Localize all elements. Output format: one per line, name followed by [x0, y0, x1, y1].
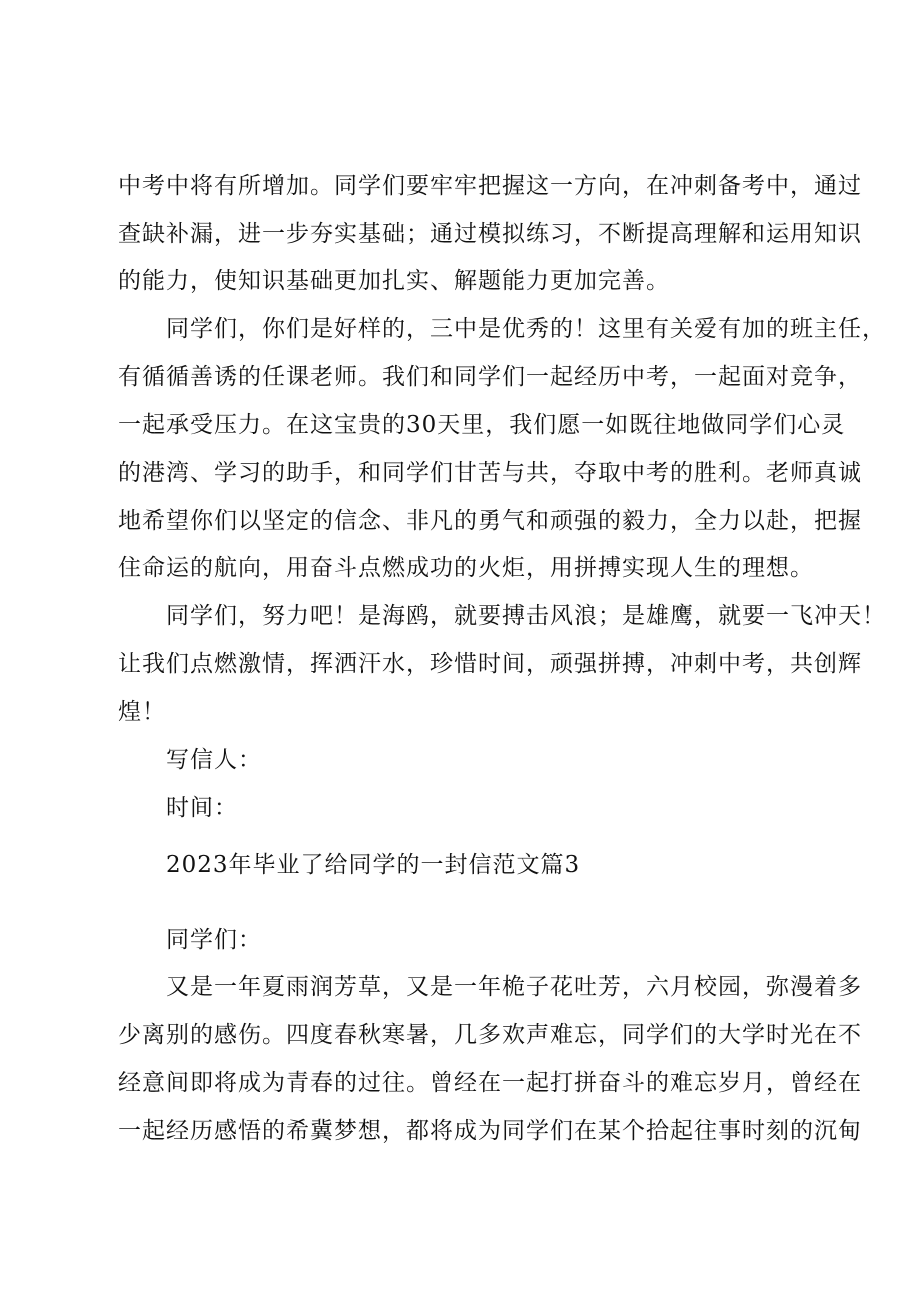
body-line: 煌！ [118, 699, 166, 725]
paragraph-start-line: 又是一年夏雨润芳草，又是一年桅子花吐芳，六月校园，弥漫着多 [166, 974, 862, 1000]
signature-time-label: 时间： [166, 795, 238, 821]
body-line: 有循循善诱的任课老师。我们和同学们一起经历中考，一起面对竞争， [118, 364, 862, 390]
body-line: 中考中将有所增加。同学们要牢牢把握这一方向，在冲刺备考中，通过 [118, 173, 862, 199]
body-line: 让我们点燃激情，挥洒汗水，珍惜时间，顽强拼搏，冲刺中考，共创辉 [118, 651, 862, 677]
body-line: 经意间即将成为青春的过往。曾经在一起打拼奋斗的难忘岁月，曾经在 [118, 1070, 862, 1096]
paragraph-start-line: 同学们，努力吧！是海鸥，就要搏击风浪；是雄鹰，就要一飞冲天！ [166, 603, 886, 629]
body-line: 住命运的航向，用奋斗点燃成功的火炬，用拼搏实现人生的理想。 [118, 555, 814, 581]
body-line: 地希望你们以坚定的信念、非凡的勇气和顽强的毅力，全力以赴，把握 [118, 508, 862, 534]
body-line: 少离别的感伤。四度春秋寒暑，几多欢声难忘，同学们的大学时光在不 [118, 1022, 862, 1048]
body-line: 一起承受压力。在这宝贵的30天里，我们愿一如既往地做同学们心灵 [118, 412, 846, 438]
body-line: 一起经历感悟的希冀梦想，都将成为同学们在某个拾起往事时刻的沉甸 [118, 1118, 862, 1144]
signature-writer-label: 写信人： [166, 747, 262, 773]
body-line: 的能力，使知识基础更加扎实、解题能力更加完善。 [118, 268, 670, 294]
body-line: 的港湾、学习的助手，和同学们甘苦与共，夺取中考的胜利。老师真诚 [118, 460, 862, 486]
paragraph-start-line: 同学们，你们是好样的，三中是优秀的！这里有关爱有加的班主任， [166, 316, 886, 342]
section-heading: 2023年毕业了给同学的一封信范文篇3 [166, 852, 581, 878]
body-line: 查缺补漏，进一步夯实基础；通过模拟练习，不断提高理解和运用知识 [118, 221, 862, 247]
salutation: 同学们： [166, 927, 262, 953]
